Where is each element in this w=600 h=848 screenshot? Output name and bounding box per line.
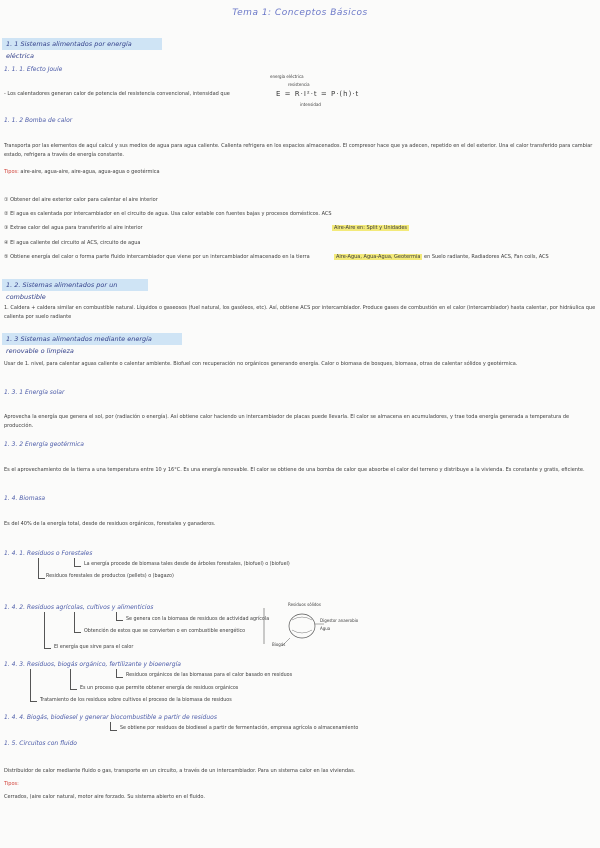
agri-branch-a: Se genera con la biomasa de residuos de actividad agrícola	[126, 617, 270, 622]
connector-line	[74, 612, 81, 633]
formula-label-energy: energía eléctrica	[270, 74, 304, 79]
subheading-biomass: 1. 4. Biomasa	[4, 495, 46, 502]
pump-item-1: ① Obtener del aire exterior calor para calentar el aire interior	[4, 197, 158, 203]
biodiesel-branch-a: Se obtiene por residuos de biodiesel a partir de fermentación, empresa agrícola o almacenamiento	[120, 726, 359, 731]
section-heading-3: 1. 3 Sistemas alimentados mediante energía renovable o limpieza	[2, 333, 182, 345]
fluid-circuits-text: Distribuidor de calor mediante fluido o gas, transporte en un circuito, a través de un intercambiador. Para un sistema calor en las viviendas.	[4, 768, 356, 774]
subheading-joule: 1. 1. 1. Efecto Joule	[4, 66, 63, 73]
fluid-types-label: Tipos:	[4, 781, 19, 787]
formula-label-intensity: intensidad	[300, 102, 321, 107]
subheading-biodiesel: 1. 4. 4. Biogás, biodiesel y generar biocombustible a partir de residuos	[4, 714, 217, 721]
types-label: Tipos:	[4, 169, 19, 175]
biomass-text: Es del 40% de la energía total, desde de residuos orgánicos, forestales y ganaderos.	[4, 521, 216, 527]
biogas-branch-c: Tratamiento de los residuos sobre cultivos el proceso de la biomasa de residuos	[40, 698, 232, 703]
pump-item-2: ② El agua es calentada por intercambiador en el circuito de agua. Usa calor estable con fuentes bajas y procesos domésticos. ACS	[4, 211, 332, 217]
connector-line	[30, 669, 37, 702]
subheading-solar: 1. 3. 1 Energía solar	[4, 389, 65, 396]
combustible-text: 1. Caldera + caldera similar en combustible natural. Líquidos o gaseosos (fuel natural, los gasóleos, etc). Así, obtiene ACS por intercambiador. Produce gases de combustión en el calor (intercambiador) hasta calentar, por hidráulica que calienta por suelo radiante	[4, 305, 596, 320]
subheading-fluid-circuits: 1. 5. Circuitos con fluido	[4, 740, 77, 747]
agri-branch-c: El energía que sirve para el calor	[54, 645, 134, 650]
joule-formula	[270, 70, 360, 115]
solar-text: Aprovecha la energía que genera el sol, por (radiación o energía). Así obtiene calor haciendo un intercambiador de placas puede llevarla. El calor se almacena en acumuladores, y trae toda energía generada a temperatura de producción.	[4, 414, 570, 429]
diagram-label-solids: Residuos sólidos	[288, 602, 321, 607]
heat-pump-text: Transporta por las elementos de aquí calcul y sus medios de agua para agua caliente. Calienta refrigera en los espacios almacenados. El compresor hace que ya adecen, repetido en el del exterior. Una el calor transferido para cambiar estado, refrigera a través de energía constante.	[4, 143, 593, 158]
forest-branch-b: Residuos forestales de productos (pellets) o (bagazo)	[46, 574, 174, 579]
joule-text: - Los calentadores generan calor de potencia del resistencia convencional, intensidad que	[4, 91, 230, 97]
pump-item-4: ④ El agua caliente del circuito al ACS, circuito de agua	[4, 240, 141, 246]
fluid-types-list: Cerrados, (aire calor natural, motor aire forzado. Su sistema abierto en el fluido.	[4, 794, 205, 800]
formula-equation: E = R·I²·t = P·(h)·t	[276, 90, 360, 98]
pump-highlight-1	[332, 224, 409, 233]
diagram-label-digester: Digestor anaerobio	[320, 618, 359, 623]
connector-line	[44, 612, 51, 649]
subheading-heat-pump: 1. 1. 2 Bomba de calor	[4, 117, 73, 124]
forest-branch-a: La energía procede de biomasa tales desde de árboles forestales, (biofuel) o (biofuel)	[84, 562, 290, 567]
highlight-water-tail: en Suelo radiante, Radiadores ACS, Fan coils, ACS	[424, 254, 549, 260]
subheading-agricultural: 1. 4. 2. Residuos agrícolas, cultivos y alimenticios	[4, 604, 154, 611]
pump-item-3: ③ Extrae calor del agua para transferirlo al aire interior	[4, 225, 143, 231]
connector-line	[110, 722, 117, 731]
pump-item-5: ⑤ Obtiene energía del calor o forma parte fluido intercambiador que viene por un intercambiador almacenado en la tierra	[4, 254, 310, 260]
highlight-air-air: Aire-Aire en: Split y Unidades	[334, 225, 408, 231]
page-title: Tema 1: Conceptos Básicos	[232, 8, 368, 18]
diagram-label-biogas: Biogás	[272, 642, 286, 647]
geothermal-text: Es el aprovechamiento de la tierra a una temperatura entre 10 y 16°C. Es una energía renovable. El calor se obtiene de una bomba de calor que absorbe el calor del terreno y distribuye a la vivienda. Es constante y gratis, eficiente.	[4, 467, 585, 473]
subheading-biogas: 1. 4. 3. Residuos, biogás orgánico, fertilizante y bioenergía	[4, 661, 181, 668]
connector-line	[70, 669, 77, 690]
connector-line	[38, 558, 45, 579]
agri-branch-b: Obtención de estos que se convierten o en combustible energético	[84, 629, 246, 634]
subheading-forest-residues: 1. 4. 1. Residuos o Forestales	[4, 550, 93, 557]
diagram-label-water: Agua	[320, 626, 331, 631]
highlight-water: Aire-Agua, Agua-Agua, Geotermia	[336, 254, 421, 260]
formula-label-resistance: resistencia	[288, 82, 310, 87]
subheading-geothermal: 1. 3. 2 Energía geotérmica	[4, 441, 84, 448]
section-heading-2: 1. 2. Sistemas alimentados por un combustible	[2, 279, 148, 291]
section-heading-1: 1. 1 Sistemas alimentados por energía eléctrica	[2, 38, 162, 50]
digester-diagram	[262, 600, 359, 650]
biogas-branch-b: Es un proceso que permite obtener energía de residuos orgánicos	[80, 686, 239, 691]
heat-pump-types	[4, 168, 596, 177]
connector-line	[74, 558, 81, 567]
connector-line	[116, 669, 123, 678]
types-list: aire-aire, agua-aire, aire-agua, agua-agua o geotérmica	[20, 169, 160, 175]
connector-line	[116, 612, 123, 621]
renewable-intro: Usar de 1. nivel, para calentar aguas caliente o calentar ambiente. Biofuel con recuperación no orgánicos generando energía. Calor o biomasa de bosques, biomasa, otras de calentar sólidos y geotérmica.	[4, 361, 518, 367]
pump-highlight-2	[334, 253, 549, 262]
biogas-branch-a: Residuos orgánicos de las biomasas para el calor basado en residuos	[126, 673, 293, 678]
